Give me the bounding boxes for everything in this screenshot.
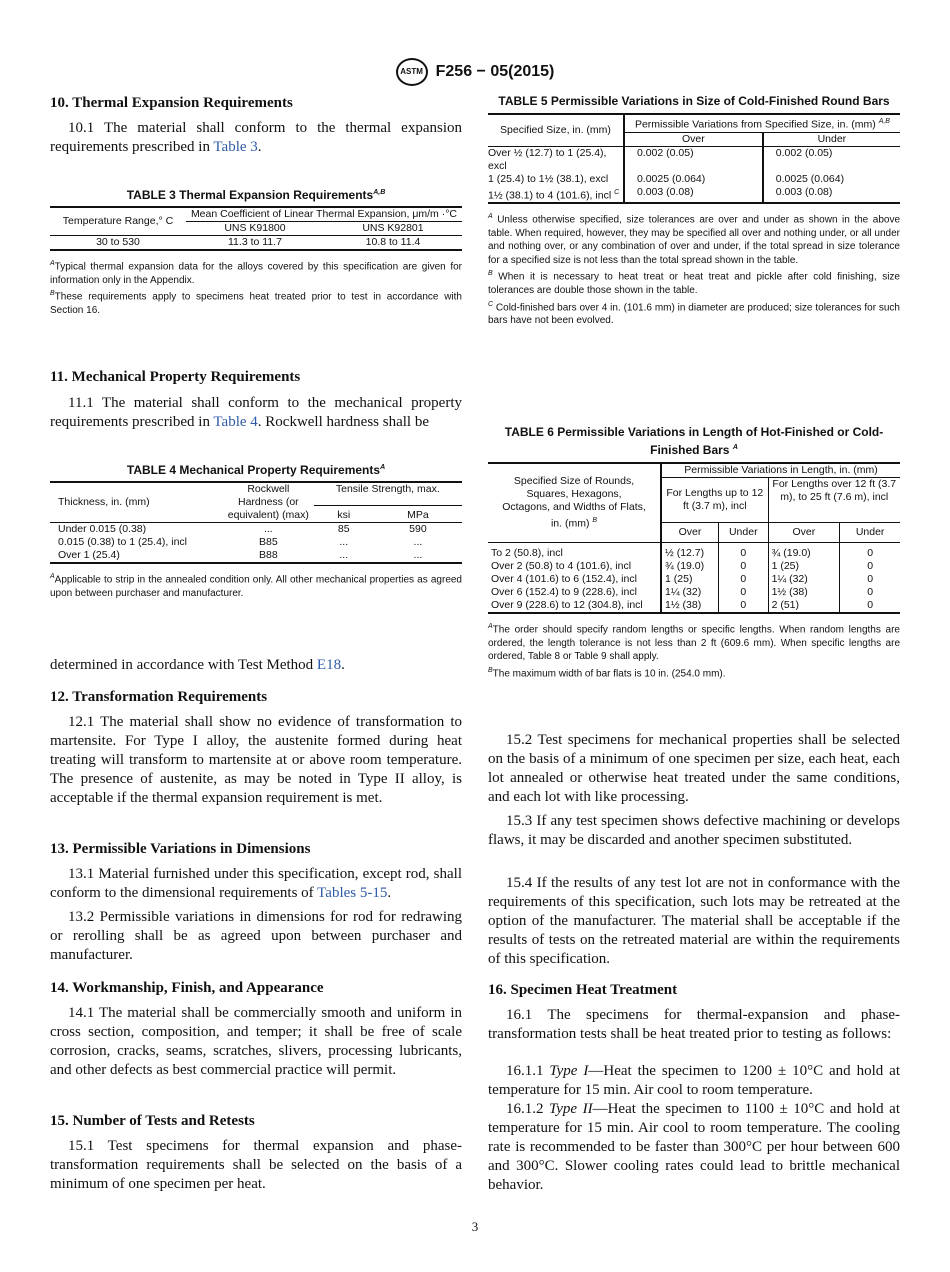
para-13-1: 13.1 Material furnished under this specification, except rod, shall conform to the dimensional requirements of Tables 5-15. [50,866,462,901]
table-3 [50,185,462,318]
table-row: 1½ (38.1) to 4 (101.6), incl $^C$ 0.003 (0.08) 0.003 (0.08) [488,186,900,204]
col-header: Temperature Range,° C [50,207,186,236]
section-13-heading: 13. Permissible Variations in Dimensions [50,841,311,857]
table-row: 0.015 (0.38) to 1 (25.4), incl B85 ... ... [58,536,423,548]
designation: F256 − 05(2015) [435,63,555,81]
e18-link[interactable]: E18 [316,657,342,673]
para-15-4: 15.4 If the results of any test lot are not in conformance with the requirements of this specification, such lots may be retreated at the option of the manufacturer. The material shall be acceptable if the results of tests on the retreated material are within the requirements of this specification. [488,875,900,967]
astm-logo: ASTM [396,58,428,86]
table-4-link[interactable]: Table 4 [213,414,258,430]
table-cell: To 2 (50.8), incl [488,543,661,561]
para-11-1-cont: determined in accordance with Test Method E18. [50,657,345,673]
table-row: 30 to 530 11.3 to 11.7 10.8 to 11.4 [50,236,462,251]
table-cell: 0 [867,560,874,572]
table-row: Over ½ (12.7) to 1 (25.4), excl 0.002 (0.05) 0.002 (0.05) [488,146,833,172]
para-12-1: 12.1 The material shall show no evidence of transformation to martensite. For Type I alloy, the austenite formed during heat treating will transform to martensite at or above room temperature. The presence of austenite, as may be noted in Type II alloy, is acceptable if the thermal expansion requirement is met. [50,714,462,806]
table-cell: 1¼ (32) [661,586,718,599]
table-row [488,599,900,613]
table-footnotes: $^A$ Unless otherwise specified, size tolerances are over and under as shown in the above table. When required, however, they may be specified all over and nothing under, or all under and nothing over, or any combination of over and under, if the total spread in size tolerance for a specified size is not less than the total spread shown in the table. $^B$ When it is necessary to heat treat or heat treat and pickle after cold finishing, size tolerances are double those shown in the table. $^C$ Cold-finished bars over 4 in. (101.6 mm) in diameter are produced; size tolerances for such bars have not been evolved. [488,213,901,327]
para-16-1-1: 16.1.1 Type I—Heat the specimen to 1200 ± 10°C and hold at temperature for 15 min. Air cool to room temperature. [488,1063,901,1098]
table-title: TABLE 3 Thermal Expansion Requirements$^{A,B}$ [126,188,386,202]
page-number: 3 [471,1219,479,1234]
table-row: Over 1 (25.4) B88 ... ... [50,549,462,563]
col-group-header: Tensile Strength, max. [314,482,462,506]
section-15-heading: 15. Number of Tests and Retests [50,1113,255,1129]
text: . [257,139,262,155]
table-cell: 0 [867,586,874,598]
section-14-heading: 14. Workmanship, Finish, and Appearance [50,980,324,996]
section-12-heading: 12. Transformation Requirements [50,689,268,705]
table-cell: 1¼ (32) [768,573,840,586]
table-cell: 1½ (38) [768,586,840,599]
text: 10.1 The material shall conform to the thermal expansion requirements prescribed in [50,120,462,155]
para-11-1: 11.1 The material shall conform to the mechanical property requirements prescribed in Table 4. Rockwell hardness shall be [50,395,462,430]
para-13-2: 13.2 Permissible variations in dimensions for rod for redrawing or rerolling shall be as agreed upon between purchaser and manufacturer. [50,909,462,963]
table-footnotes: $^A$Typical thermal expansion data for the alloys covered by this specification are given for information only in the Appendix. $^B$These requirements apply to specimens heat treated prior to test in accordance with Section 16. [50,260,462,317]
table-title: TABLE 4 Mechanical Property Requirements$^A$ [126,463,386,477]
table-cell: 1½ (38) [661,599,718,613]
table-cell: 1 (25) [768,560,840,573]
col-header: Thickness, in. (mm) [50,482,223,523]
table-row [488,560,900,573]
table-cell: 0 [718,573,768,586]
table-title: TABLE 6 Permissible Variations in Length of Hot-Finished or Cold-Finished Bars $^A$ [504,425,884,457]
col-header: UNS K92801 [324,222,462,236]
table-footnotes: $^A$Applicable to strip in the annealed condition only. All other mechanical properties as agreed upon between purchaser and manufacturer. [50,573,462,599]
table-row: 1 (25.4) to 1½ (38.1), excl 0.0025 (0.064) 0.0025 (0.064) [488,172,845,185]
table-3-link[interactable]: Table 3 [213,139,258,155]
para-15-2: 15.2 Test specimens for mechanical properties shall be selected on the basis of a minimum of one specimen per size, each heat, each lot annealed or otherwise heat treated under the same conditions, and each lot with like processing. [488,732,900,805]
col-group-header: Mean Coefficient of Linear Thermal Expansion, μm/m ·°C [186,207,462,222]
para-15-1: 15.1 Test specimens for thermal expansion and phase-transformation requirements shall be selected on the basis of a minimum of one specimen per heat. [50,1138,462,1192]
table-row [488,586,900,599]
section-16-heading: 16. Specimen Heat Treatment [488,982,678,998]
table-row [488,543,900,561]
table-row [488,573,900,586]
table-cell: 0 [718,543,768,561]
col-header: Rockwell Hardness (or equivalent) (max) [223,482,314,523]
table-cell: Over 2 (50.8) to 4 (101.6), incl [488,560,661,573]
table-cell: 0 [718,560,768,573]
table-cell: ½ (12.7) [661,543,718,561]
tables-5-15-link[interactable]: Tables 5-15 [317,885,388,901]
table-title: TABLE 5 Permissible Variations in Size of Cold-Finished Round Bars [498,94,890,108]
table-cell: 2 (51) [768,599,840,613]
section-11-heading: 11. Mechanical Property Requirements [50,369,301,385]
para-14-1: 14.1 The material shall be commercially smooth and uniform in cross section, composition, and temper; it shall be free of scale corrosion, cracks, seams, scratches, slivers, processing lubricants, and other defects as best commercial practice will permit. [50,1005,462,1078]
col-group-header: Permissible Variations in Length, in. (mm) [661,463,900,478]
page-header [0,58,950,86]
col-header: UNS K91800 [186,222,324,236]
table-4: TABLE 4 Mechanical Property Requirements$^A$ Thickness, in. (mm) Rockwell Hardness (or equivalent) (max) Tensile Strength, max. ksi MPa Under 0.015 (0.38) ... 85 590 0.015 (0.38) to 1 (25.4), incl B85 ... ... Over 1 (25.4) B88 ... ... $^A$Applicable to strip in the annealed condition only. All other mechanical properties as agreed upon between purchaser and manufacturer. [50,460,462,600]
col-header: Specified Size, in. (mm) [488,114,624,146]
table-cell: ¾ (19.0) [661,560,718,573]
para-16-1: 16.1 The specimens for thermal-expansion and phase-transformation tests shall be heat treated prior to testing as follows: [488,1007,900,1042]
table-cell: 0 [840,599,900,613]
table-cell: 1 (25) [661,573,718,586]
para-16-1-2: 16.1.2 Type II—Heat the specimen to 1100 ± 10°C and hold at temperature for 15 min. Air cool to room temperature. The cooling rate is recommended to be faster than 300°C per hour between 600 and 300°C. Slower cooling rates could lead to brittle mechanical behavior. [488,1101,900,1193]
table-cell: ¾ (19.0) [768,543,840,561]
table-cell: Over 4 (101.6) to 6 (152.4), incl [488,573,661,586]
table-row: Under 0.015 (0.38) ... 85 590 [58,523,427,535]
table-cell: Over 9 (228.6) to 12 (304.8), incl [488,599,661,613]
table-cell: 0 [718,586,768,599]
section-10-heading: 10. Thermal Expansion Requirements [50,95,293,111]
table-cell: 0 [867,573,874,585]
table-cell: Over 6 (152.4) to 9 (228.6), incl [488,586,661,599]
para-10-1 [50,119,462,157]
table-cell: 0 [718,599,768,613]
para-15-3: 15.3 If any test specimen shows defective machining or develops flaws, it may be discarded and another specimen substituted. [488,813,900,848]
table-6: TABLE 6 Permissible Variations in Length of Hot-Finished or Cold-Finished Bars $^A$ Specified Size of Rounds, Squares, Hexagons, Octagons, and Widths of Flats, in. (mm) $^B$ Permissible Variations in Length, in. (mm) For Lengths up to 12 ft (3.7 m), incl For Lengths over 12 ft (3.7 m), to 25 ft (7.6 m), incl Over Under Over Under To 2 (50.8), incl ½ (12.7) 0 ¾ (19.0) 0 Over 2 (50.8) to 4 (101.6), incl ¾ (19.0) 0 1 (25) 0 Over 4 (101.6) to 6 (152.4), incl 1 (25) 0 1¼ (32) 0 Over 6 (152.4) to 9 (228.6), incl 1¼ (32) 0 1½ (38) 0 Over 9 (228.6) to 12 (304.8), incl 1½ (38) 0 2 (51) 0 $^A$The order should specify random lengths or specific lengths. When random lengths are ordered, the length tolerance is not less than 2 ft (609.6 mm). When specific lengths are ordered, Table 8 or Table 9 shall apply. $^B$The maximum width of bar flats is 10 in. (254.0 mm). [488,425,900,680]
table-5: TABLE 5 Permissible Variations in Size of Cold-Finished Round Bars Specified Size, in. (mm) Permissible Variations from Specified Size, in. (mm) $^{A,B}$ Over Under Over ½ (12.7) to 1 (25.4), excl 0.002 (0.05) 0.002 (0.05) 1 (25.4) to 1½ (38.1), excl 0.0025 (0.064) 0.0025 (0.064) 1½ (38.1) to 4 (101.6), incl $^C$ 0.003 (0.08) 0.003 (0.08) $^A$ Unless otherwise specified, size tolerances are over and under as shown in the above table. When required, however, they may be specified all over and nothing under, or all under and nothing over, or any combination of over and under, if the total spread in size tolerance for a specified size is not less than the total spread shown in the table. $^B$ When it is necessary to heat treat or heat treat and pickle after cold finishing, size tolerances are double those shown in the table. $^C$ Cold-finished bars over 4 in. (101.6 mm) in diameter are produced; size tolerances for such bars have not been evolved. [488,94,901,327]
table-cell: 0 [867,547,874,559]
col-group-header: Permissible Variations from Specified Size, in. (mm) $^{A,B}$ [624,114,900,132]
table-footnotes: $^A$The order should specify random lengths or specific lengths. When random lengths are ordered, the length tolerance is not less than 2 ft (609.6 mm). When specific lengths are ordered, Table 8 or Table 9 shall apply. $^B$The maximum width of bar flats is 10 in. (254.0 mm). [488,623,900,680]
